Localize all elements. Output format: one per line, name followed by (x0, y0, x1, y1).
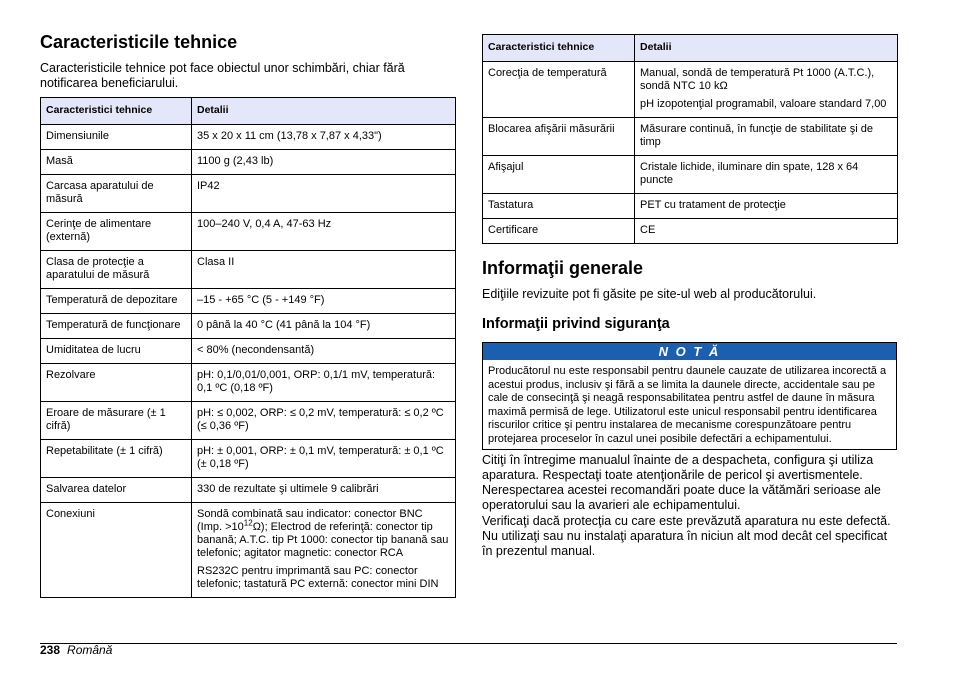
superscript: 12 (243, 518, 253, 528)
specs-table-right (482, 34, 898, 244)
safety-paragraph-1: Citiţi în întregime manualul înainte de a despacheta, configura şi utiliza aparatura. Respectaţi toate atenţionările de pericol şi avertismentele. Nerespectarea acestei recomandări poate duce la vătămări serioase ale operatorului sau la avarieri ale echipamentului. (482, 453, 881, 512)
page-number: 238 (40, 643, 61, 657)
page-footer (40, 643, 112, 657)
table-row (41, 478, 456, 503)
table-row (483, 219, 898, 244)
table-row (483, 194, 898, 219)
spec-value: Cristale lichide, iluminare din spate, 128 x 64 puncte (635, 156, 898, 194)
spec-label: Eroare de măsurare (± 1 cifră) (41, 402, 192, 440)
section-heading-specs: Caracteristicile tehnice (40, 32, 238, 52)
spec-label: Rezolvare (41, 364, 192, 402)
spec-label: Carcasa aparatului de măsură (41, 175, 192, 213)
table-row (41, 402, 456, 440)
spec-label: Temperatură de funcţionare (41, 314, 192, 339)
spec-label: Blocarea afişării măsurării (483, 118, 635, 156)
spec-label: Corecţia de temperatură (483, 62, 635, 118)
note-text: Producătorul nu este responsabil pentru daunele cauzate de utilizarea incorectă a acestui produs, inclusiv şi fără a se limita la daunele directe, accidentale sau pe cale de consecinţă şi neagă responsabilitatea pentru astfel de daune în măsura maximă permisă de lege. Utilizatorul este unicul responsabil pentru identificarea riscurilor critice şi pentru instalarea de mecanisme corespunzătoare pentru protejarea proceselor în cazul unei posibile defectări a echipamentului. (488, 365, 887, 445)
spec-value: pH: ± 0,001, ORP: ± 0,1 mV, temperatură: ± 0,1 ºC (± 0,18 ºF) (192, 440, 456, 478)
column-header: Detalii (192, 98, 456, 125)
spec-label: Cerinţe de alimentare (externă) (41, 213, 192, 251)
spec-label: Dimensiunile (41, 125, 192, 150)
spec-value: 0 până la 40 °C (41 până la 104 °F) (192, 314, 456, 339)
spec-value: pH: ≤ 0,002, ORP: ≤ 0,2 mV, temperatură: ≤ 0,2 ºC (≤ 0,36 ºF) (192, 402, 456, 440)
specs-table-left (40, 97, 456, 598)
spec-value: 1100 g (2,43 lb) (192, 150, 456, 175)
spec-value (635, 62, 898, 118)
spec-label: Masă (41, 150, 192, 175)
spec-value: pH: 0,1/0,01/0,001, ORP: 0,1/1 mV, temperatură: 0,1 ºC (0,18 ºF) (192, 364, 456, 402)
spec-label: Tastatura (483, 194, 635, 219)
spec-label: Conexiuni (41, 503, 192, 598)
note-title: N O T Ă (483, 343, 896, 360)
table-row (41, 150, 456, 175)
table-row (41, 125, 456, 150)
spec-label: Temperatură de depozitare (41, 289, 192, 314)
table-header-row (41, 98, 456, 125)
spec-value-line (197, 508, 448, 559)
table-row (41, 503, 456, 598)
spec-label: Certificare (483, 219, 635, 244)
safety-paragraph-2: Verificaţi dacă protecţia cu care este prevăzută aparatura nu este defectă. Nu utilizaţi sau nu instalaţi aparatura în niciun alt mod decât cel specificat în prezentul manual. (482, 514, 891, 558)
column-header: Caracteristici tehnice (483, 35, 635, 62)
spec-value: –15 - +65 °C (5 - +149 °F) (192, 289, 456, 314)
general-text: Ediţiile revizuite pot fi găsite pe site-ul web al producătorului. (482, 287, 817, 301)
table-row (483, 156, 898, 194)
text-segment: Ω); Electrod de referinţă: conector tip banană; A.T.C. tip Pt 1000: conector tip banană sau telefonic; agitator magnetic: conector RCA (197, 521, 449, 559)
column-header: Caracteristici tehnice (41, 98, 192, 125)
table-row (41, 251, 456, 289)
spec-value: < 80% (necondensantă) (192, 339, 456, 364)
spec-value: Clasa II (192, 251, 456, 289)
column-header: Detalii (635, 35, 898, 62)
table-row (483, 62, 898, 118)
footer-language: Română (67, 643, 113, 657)
table-row (41, 175, 456, 213)
table-row (41, 213, 456, 251)
table-row (41, 289, 456, 314)
spec-value: 330 de rezultate şi ultimele 9 calibrări (192, 478, 456, 503)
spec-value: CE (635, 219, 898, 244)
table-row (41, 364, 456, 402)
section-heading-safety: Informaţii privind siguranţa (482, 316, 670, 332)
spec-label: Salvarea datelor (41, 478, 192, 503)
specs-intro: Caracteristicile tehnice pot face obiectul unor schimbări, chiar fără notificarea beneficiarului. (40, 61, 405, 90)
spec-value: PET cu tratament de protecţie (635, 194, 898, 219)
spec-label: Repetabilitate (± 1 cifră) (41, 440, 192, 478)
table-header-row (483, 35, 898, 62)
spec-value: 100–240 V, 0,4 A, 47-63 Hz (192, 213, 456, 251)
note-box (482, 342, 897, 450)
spec-label: Afişajul (483, 156, 635, 194)
section-heading-general: Informaţii generale (482, 258, 644, 278)
spec-value: Măsurare continuă, în funcţie de stabilitate şi de timp (635, 118, 898, 156)
spec-value-line: pH izopotenţial programabil, valoare standard 7,00 (640, 98, 887, 110)
table-row (41, 314, 456, 339)
table-row (41, 339, 456, 364)
spec-value-line: Manual, sondă de temperatură Pt 1000 (A.T.C.), sondă NTC 10 kΩ (640, 67, 875, 92)
spec-value: IP42 (192, 175, 456, 213)
table-row (41, 440, 456, 478)
footer-divider (40, 643, 897, 644)
table-row (483, 118, 898, 156)
spec-value: 35 x 20 x 11 cm (13,78 x 7,87 x 4,33") (192, 125, 456, 150)
spec-value-line: RS232C pentru imprimantă sau PC: conector telefonic; tastatură PC externă: conector mini DIN (197, 565, 439, 590)
spec-label: Umiditatea de lucru (41, 339, 192, 364)
text-segment: Sondă combinată sau indicator: conector BNC (Imp. >10 (197, 508, 423, 533)
spec-value (192, 503, 456, 598)
spec-label: Clasa de protecţie a aparatului de măsură (41, 251, 192, 289)
